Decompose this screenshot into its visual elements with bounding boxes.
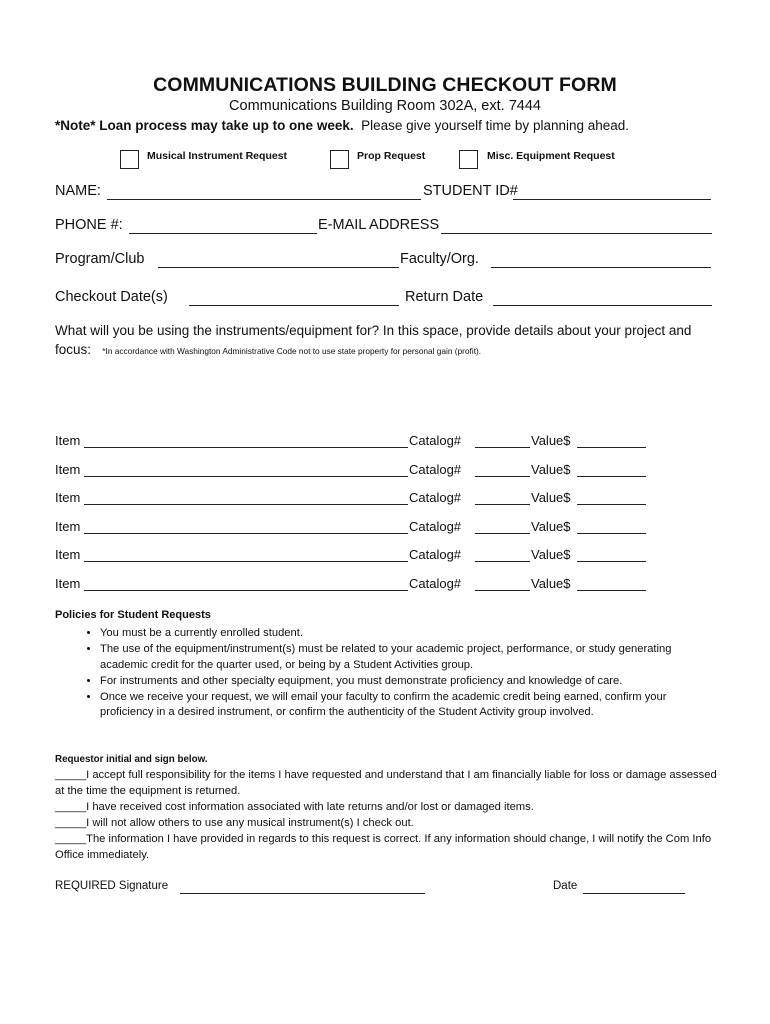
statement-no-sharing[interactable]: _____I will not allow others to use any musical instrument(s) I check out. bbox=[55, 817, 414, 829]
value-input-line[interactable] bbox=[577, 447, 646, 448]
catalog-input-line[interactable] bbox=[475, 476, 530, 477]
program-input-line[interactable] bbox=[158, 267, 399, 268]
value-input-line[interactable] bbox=[577, 504, 646, 505]
signature-input-line[interactable] bbox=[180, 893, 425, 894]
return-date-label: Return Date bbox=[405, 289, 484, 305]
misc-equipment-checkbox[interactable] bbox=[459, 150, 478, 169]
purpose-question-text: What will you be using the instruments/equipment for? In this space, provide details about your project and focus: bbox=[55, 323, 692, 357]
value-label: Value$ bbox=[531, 547, 571, 563]
item-label: Item bbox=[55, 576, 81, 591]
catalog-label: Catalog# bbox=[409, 490, 462, 506]
item-label: Item bbox=[55, 547, 81, 563]
policies-list bbox=[55, 626, 720, 721]
policy-item: • For instruments and other specialty equipment, you must demonstrate proficiency and knowledge of care. bbox=[100, 674, 720, 690]
signature-label: REQUIRED Signature bbox=[55, 880, 169, 892]
prop-request-checkbox[interactable] bbox=[330, 150, 349, 169]
item-input-line[interactable] bbox=[84, 533, 408, 534]
date-label: Date bbox=[553, 880, 578, 892]
name-input-line[interactable] bbox=[107, 199, 421, 200]
faculty-input-line[interactable] bbox=[491, 267, 711, 268]
catalog-label: Catalog# bbox=[409, 433, 462, 448]
item-input-line[interactable] bbox=[84, 590, 408, 591]
catalog-label: Catalog# bbox=[409, 518, 462, 534]
prop-request-label: Prop Request bbox=[357, 150, 426, 162]
item-label: Item bbox=[55, 461, 81, 477]
policy-item: • You must be a currently enrolled student. bbox=[100, 626, 720, 642]
catalog-input-line[interactable] bbox=[475, 533, 530, 534]
value-label: Value$ bbox=[531, 518, 571, 534]
form-title: COMMUNICATIONS BUILDING CHECKOUT FORM bbox=[153, 74, 617, 96]
loan-note-rest: Please give yourself time by planning ahead. bbox=[361, 118, 630, 133]
item-input-line[interactable] bbox=[84, 504, 408, 505]
item-input-line[interactable] bbox=[84, 447, 408, 448]
purpose-fine-print: *In accordance with Washington Administrative Code not to use state property for personal gain (profit). bbox=[102, 346, 482, 356]
student-id-label: STUDENT ID# bbox=[423, 183, 518, 199]
catalog-label: Catalog# bbox=[409, 576, 462, 591]
catalog-input-line[interactable] bbox=[475, 504, 530, 505]
value-label: Value$ bbox=[531, 490, 571, 506]
catalog-input-line[interactable] bbox=[475, 561, 530, 562]
item-label: Item bbox=[55, 490, 81, 506]
purpose-text-area[interactable] bbox=[55, 362, 715, 422]
loan-note bbox=[55, 118, 629, 133]
value-label: Value$ bbox=[531, 576, 571, 591]
item-input-line[interactable] bbox=[84, 476, 408, 477]
musical-instrument-label: Musical Instrument Request bbox=[147, 150, 288, 162]
musical-instrument-checkbox[interactable] bbox=[120, 150, 139, 169]
program-label: Program/Club bbox=[55, 251, 145, 267]
policy-item: • The use of the equipment/instrument(s) must be related to your academic project, performance, or study generating academic credit for the quarter used, or being by a Student Activities group. bbox=[100, 642, 720, 673]
catalog-input-line[interactable] bbox=[475, 447, 530, 448]
value-label: Value$ bbox=[531, 461, 571, 477]
phone-input-line[interactable] bbox=[129, 233, 317, 234]
value-input-line[interactable] bbox=[577, 476, 646, 477]
policy-item: • Once we receive your request, we will email your faculty to confirm the academic credit being earned, confirm your proficiency in a desired instrument, or confirm the authenticity of the Student Activity group involved. bbox=[100, 690, 720, 721]
catalog-label: Catalog# bbox=[409, 547, 462, 563]
misc-equipment-label: Misc. Equipment Request bbox=[487, 150, 615, 162]
item-label: Item bbox=[55, 518, 81, 534]
catalog-label: Catalog# bbox=[409, 461, 462, 477]
checkout-date-input-line[interactable] bbox=[189, 305, 399, 306]
loan-note-bold: *Note* Loan process may take up to one week. bbox=[55, 118, 354, 133]
date-input-line[interactable] bbox=[583, 893, 685, 894]
policies-heading: Policies for Student Requests bbox=[55, 609, 211, 621]
faculty-label: Faculty/Org. bbox=[400, 251, 479, 267]
name-label: NAME: bbox=[55, 183, 101, 199]
value-label: Value$ bbox=[531, 433, 571, 448]
requestor-heading: Requestor initial and sign below. bbox=[55, 754, 208, 765]
item-label: Item bbox=[55, 433, 81, 448]
statement-cost-info[interactable]: _____I have received cost information associated with late returns and/or lost or damaged items. bbox=[55, 801, 534, 813]
email-label: E-MAIL ADDRESS bbox=[318, 217, 440, 233]
checkout-date-label: Checkout Date(s) bbox=[55, 289, 168, 305]
student-id-input-line[interactable] bbox=[513, 199, 711, 200]
statement-info-correct[interactable]: _____The information I have provided in regards to this request is correct. If any information should change, I will notify the Com Info Office immediately. bbox=[55, 833, 712, 861]
phone-label: PHONE #: bbox=[55, 217, 123, 233]
value-input-line[interactable] bbox=[577, 533, 646, 534]
value-input-line[interactable] bbox=[577, 590, 646, 591]
catalog-input-line[interactable] bbox=[475, 590, 530, 591]
item-input-line[interactable] bbox=[84, 561, 408, 562]
purpose-question bbox=[55, 321, 735, 361]
statement-responsibility[interactable]: _____I accept full responsibility for the items I have requested and understand that I am financially liable for loss or damage assessed at the time the equipment is returned. bbox=[55, 769, 717, 797]
return-date-input-line[interactable] bbox=[493, 305, 712, 306]
form-subtitle: Communications Building Room 302A, ext. 7444 bbox=[229, 98, 541, 114]
value-input-line[interactable] bbox=[577, 561, 646, 562]
email-input-line[interactable] bbox=[441, 233, 712, 234]
